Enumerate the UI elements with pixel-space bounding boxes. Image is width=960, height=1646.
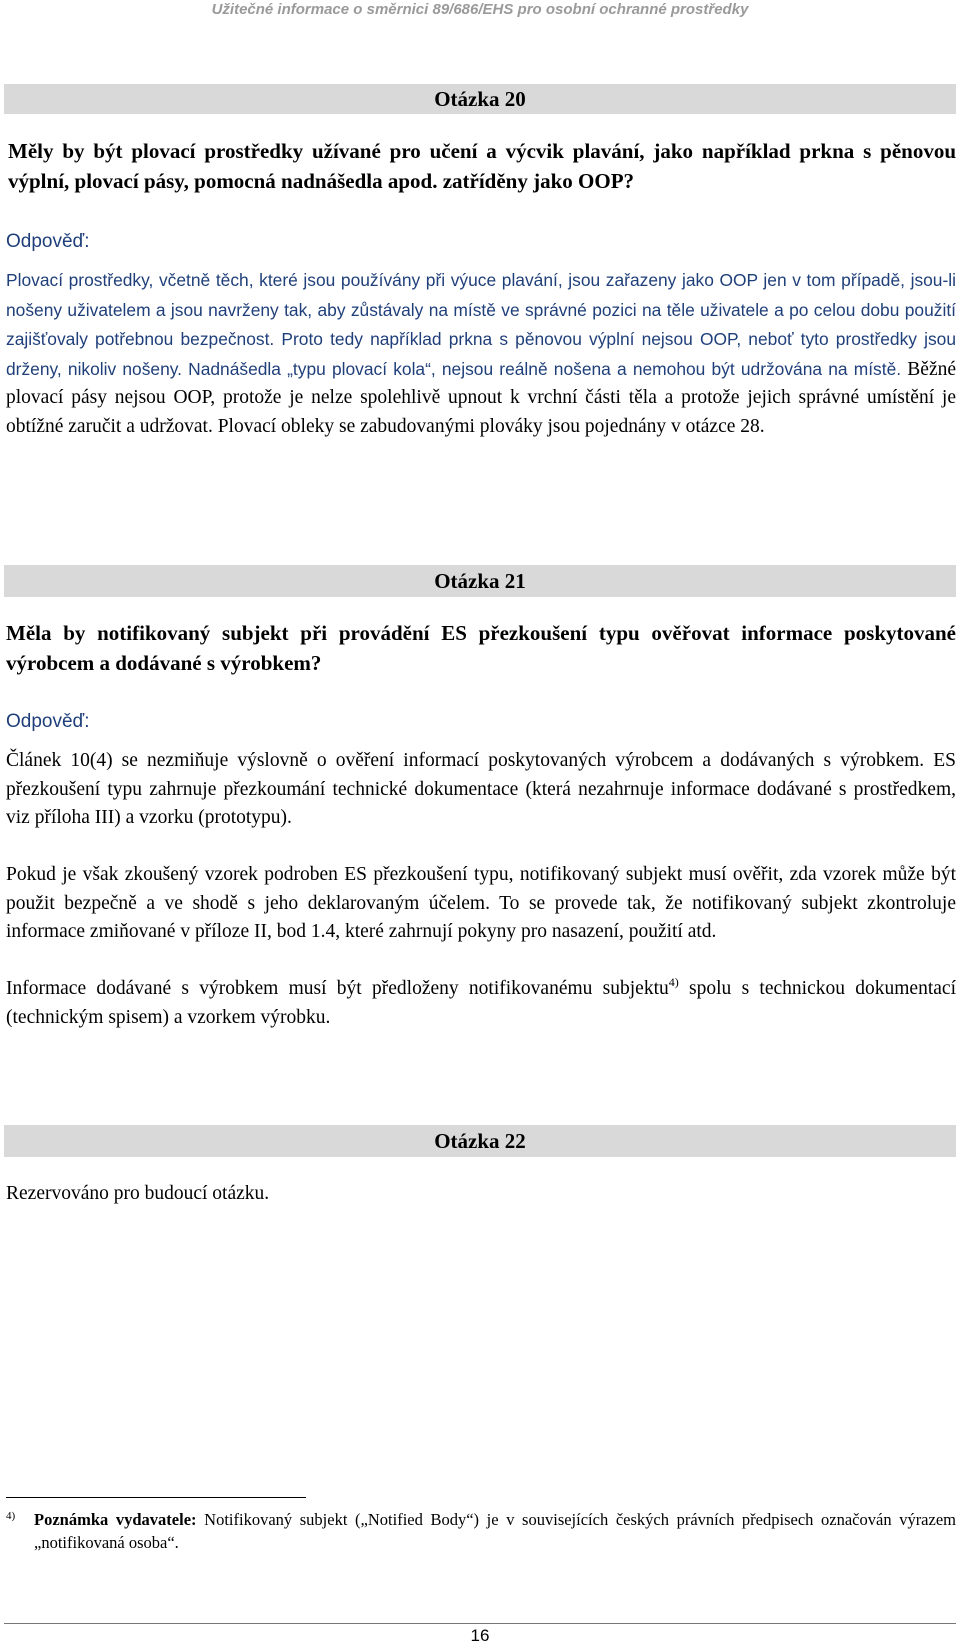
footnote-rule (6, 1497, 306, 1498)
question-21-text: Měla by notifikovaný subjekt při provádění ES přezkoušení typu ověřovat informace poskytované výrobcem a dodávané s výrobkem? (6, 621, 956, 675)
footnote-text (34, 1508, 956, 1554)
answer-21-label: Odpověď: (6, 711, 90, 732)
question-20-text: Měly by být plovací prostředky užívané pro učení a výcvik plavání, jako například prkna s pěnovou výplní, plovací pásy, pomocná nadnášedla apod. zatříděny jako OOP? (8, 139, 956, 193)
answer-21-paragraph-1: Článek 10(4) se nezmiňuje výslovně o ověření informací poskytovaných výrobcem a dodávaných s výrobkem. ES přezkoušení typu zahrnuje přezkoumání technické dokumentace (která nezahrnuje informace dodávané s prostředkem, viz příloha III) a vzorku (prototypu). (6, 750, 956, 828)
question-22-text: Rezervováno pro budoucí otázku. (6, 1183, 270, 1204)
footer-rule (4, 1623, 956, 1624)
footnote-label: Poznámka vydavatele: (34, 1510, 197, 1529)
question-21-title: Otázka 21 (434, 569, 526, 593)
footnote-reference[interactable]: 4) (668, 975, 679, 989)
footnote-body: Notifikovaný subjekt („Notified Body“) je v souvisejících českých právních předpisech označován výrazem „notifikovaná osoba“. (34, 1510, 956, 1552)
answer-21-paragraph-3-text: Informace dodávané s výrobkem musí být předloženy notifikovanému subjektu (6, 978, 669, 999)
answer-21-paragraph-3 (6, 975, 956, 1032)
answer-20-text-part2: Běžné plovací pásy nejsou OOP, protože je nelze spolehlivě upnout k vrchní části těla a protože jejich správné umístění je obtížné zaručit a udržovat. Plovací obleky se zabudovanými plováky jsou pojednány v otázce 28. (6, 358, 957, 437)
question-22-title: Otázka 22 (434, 1129, 526, 1153)
answer-21-paragraph-3-tail: spolu s technickou dokumentací (technickým spisem) a vzorkem výrobku. (6, 978, 956, 1028)
answer-21-paragraph-2: Pokud je však zkoušený vzorek podroben ES přezkoušení typu, notifikovaný subjekt musí ověřit, zda vzorek může být použit bezpečně a ve shodě s jeho deklarovaným účelem. To se provede tak, že notifikovaný subjekt zkontroluje informace zmiňované v příloze II, bod 1.4, které zahrnují pokyny pro nasazení, použití atd. (6, 864, 956, 942)
page-number: 16 (470, 1626, 490, 1645)
question-20-title: Otázka 20 (434, 87, 526, 111)
answer-20-label: Odpověď: (6, 231, 90, 252)
footnote-mark: 4) (6, 1510, 16, 1522)
running-header: Užitečné informace o směrnici 89/686/EHS pro osobní ochranné prostředky (211, 1, 749, 18)
answer-20-paragraph (6, 266, 956, 441)
answer-20-text-part1: Plovací prostředky, včetně těch, které jsou používány při výuce plavání, jsou zařazeny jako OOP jen v tom případě, jsou-li nošeny uživatelem a jsou navrženy tak, aby zůstávaly na místě ve správné pozici na těle uživatele a po celou dobu použití zajišťovaly potřebnou bezpečnost. Proto tedy například prkna s pěnovou výplní nejsou OOP, neboť tyto prostředky jsou drženy, nikoliv nošeny. Nadnášedla „typu plovací kola“, nejsou reálně nošena a nemohou být udržována na místě. (6, 270, 956, 379)
